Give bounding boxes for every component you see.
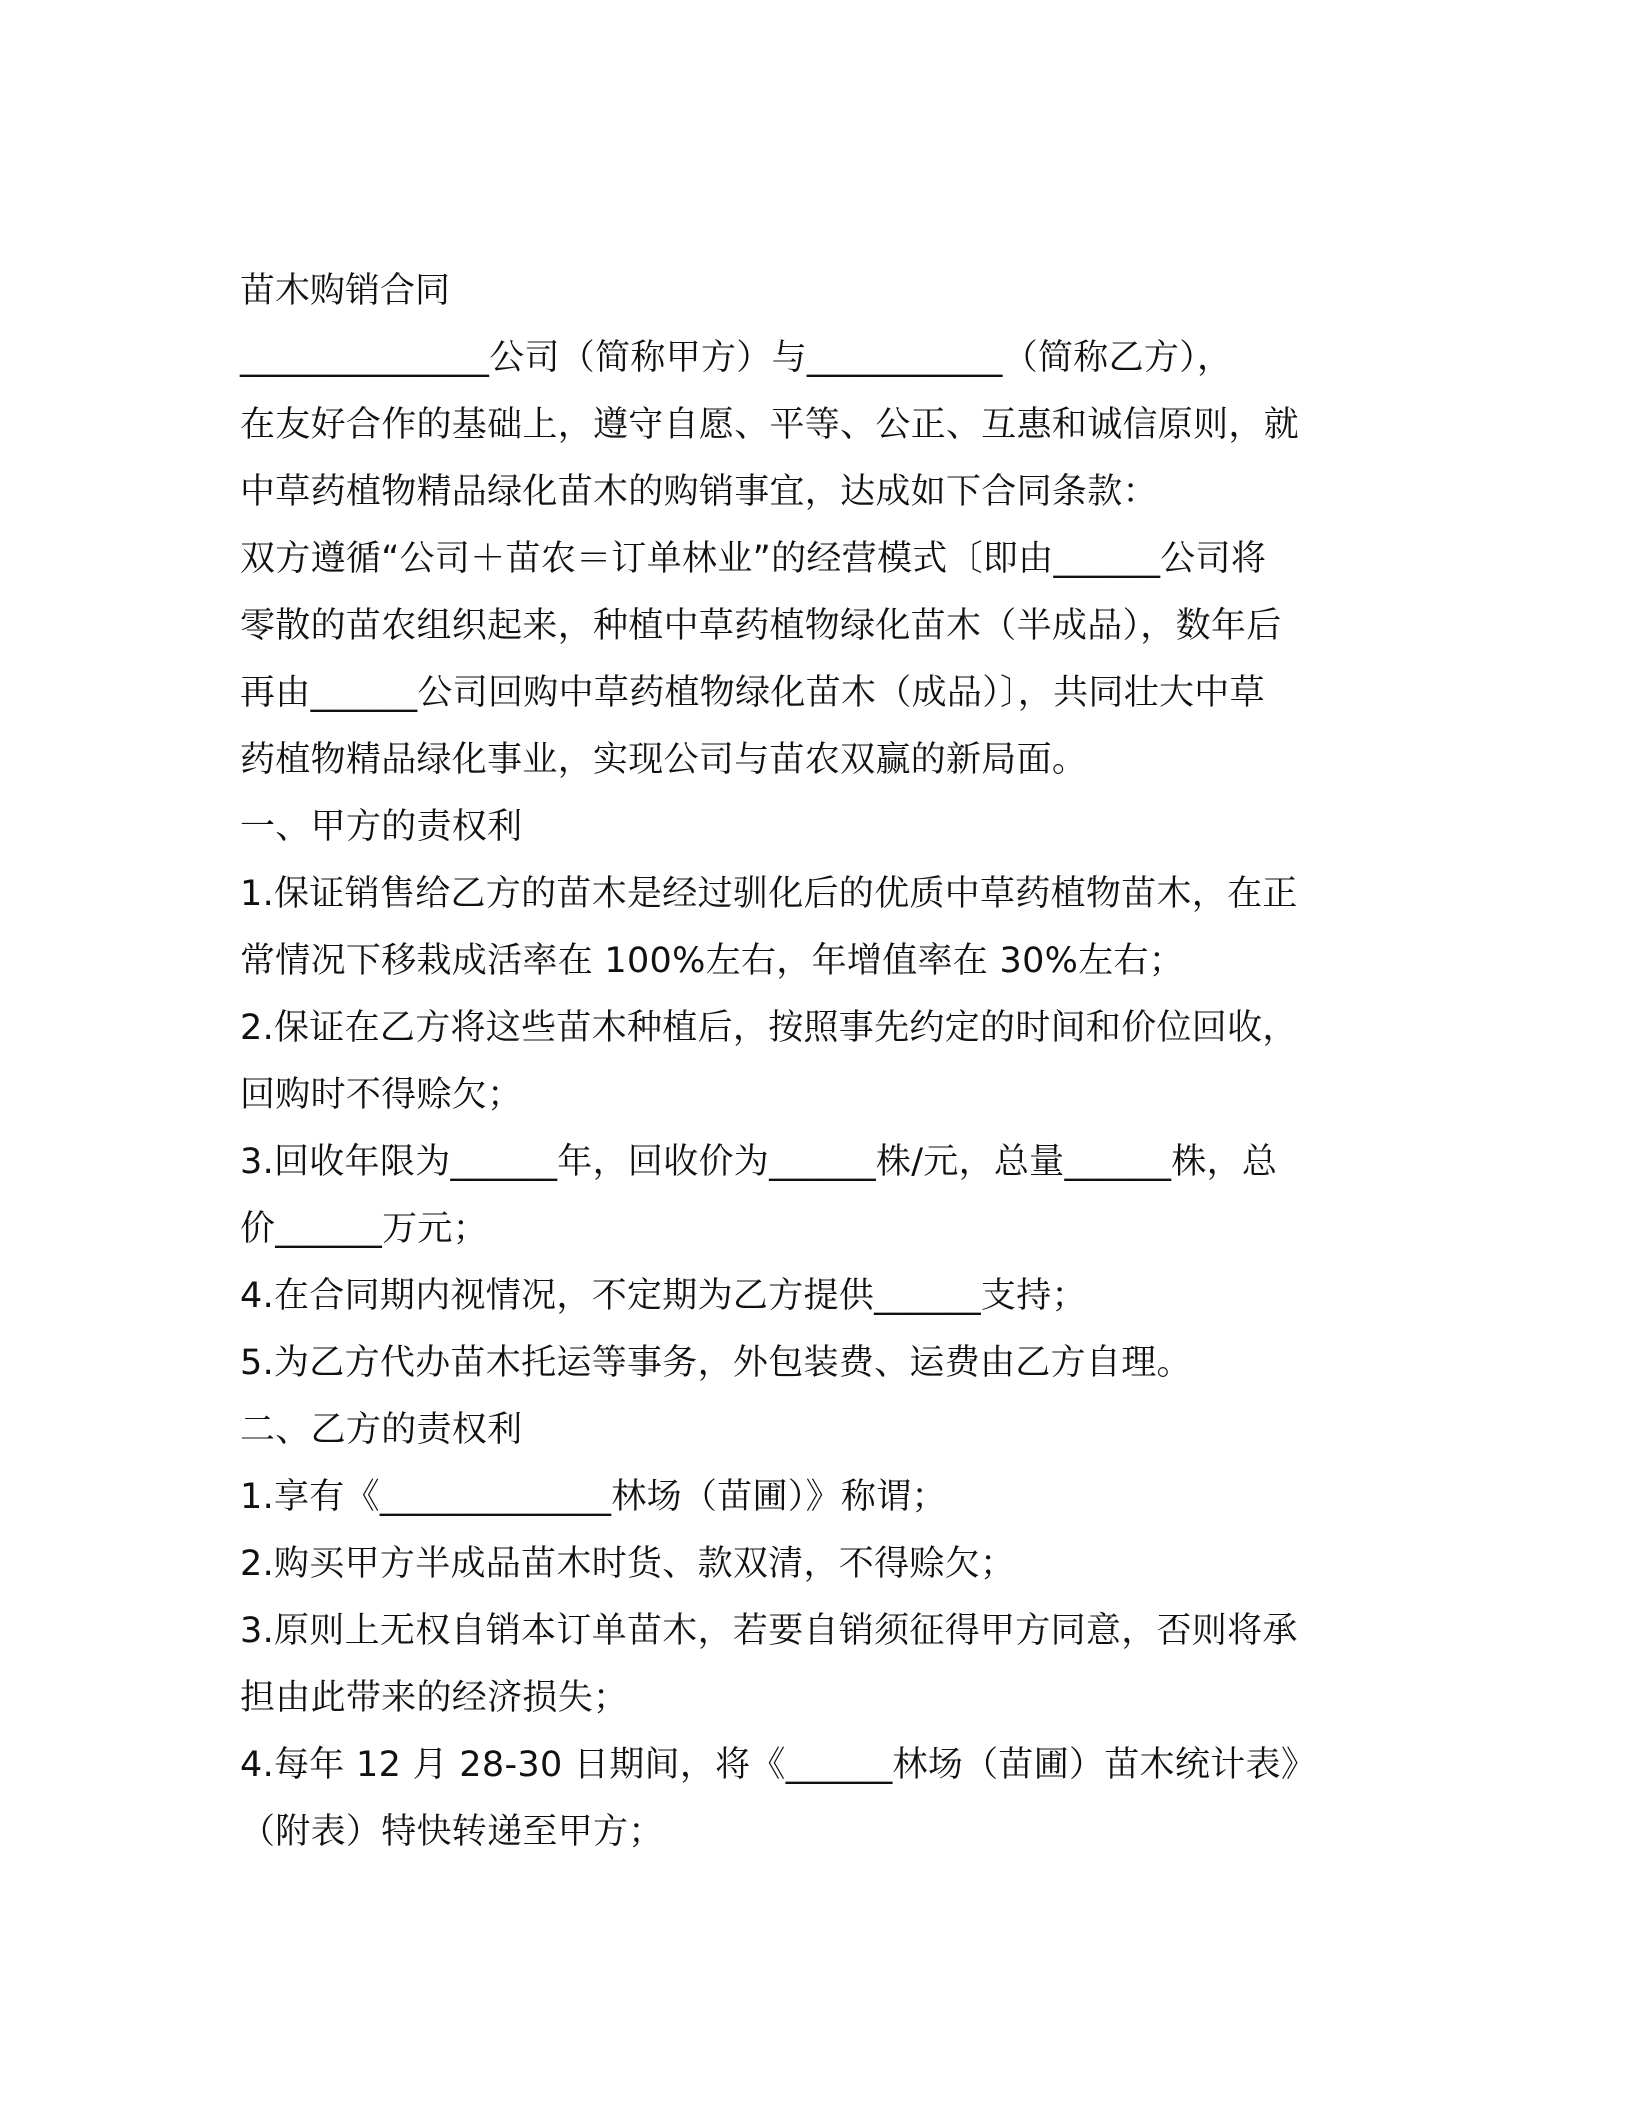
section-heading-party-b: 二、乙方的责权利 — [240, 1410, 523, 1450]
party-a-clause-1-line-1: 1.保证销售给乙方的苗木是经过驯化后的优质中草药植物苗木，在正 — [240, 874, 1298, 914]
contract-parties-line: ______________公司（简称甲方）与___________（简称乙方）， — [240, 338, 1233, 378]
section-heading-party-a: 一、甲方的责权利 — [240, 807, 523, 847]
model-line-2: 零散的苗农组织起来，种植中草药植物绿化苗木（半成品），数年后 — [240, 606, 1282, 646]
document-body — [240, 258, 1370, 1866]
party-b-clause-3-line-1: 3.原则上无权自销本订单苗木，若要自销须征得甲方同意，否则将承 — [240, 1611, 1298, 1651]
party-a-clause-3-line-2: 价______万元； — [240, 1209, 489, 1249]
party-b-clause-1: 1.享有《_____________林场（苗圃）》称谓； — [240, 1477, 947, 1517]
party-b-clause-4-line-1: 4.每年 12 月 28-30 日期间，将《______林场（苗圃）苗木统计表》 — [240, 1745, 1317, 1785]
party-b-clause-4-line-2: （附表）特快转递至甲方； — [240, 1812, 664, 1852]
party-a-clause-3-line-1: 3.回收年限为______年，回收价为______株/元，总量______株，总 — [240, 1142, 1278, 1182]
party-a-clause-2-line-2: 回购时不得赊欠； — [240, 1075, 523, 1115]
party-a-clause-2-line-1: 2.保证在乙方将这些苗木种植后，按照事先约定的时间和价位回收， — [240, 1008, 1298, 1048]
model-line-4: 药植物精品绿化事业，实现公司与苗农双赢的新局面。 — [240, 740, 1088, 780]
model-line-3: 再由______公司回购中草药植物绿化苗木（成品）〕，共同壮大中草 — [240, 673, 1265, 713]
model-line-1: 双方遵循“公司＋苗农＝订单林业”的经营模式〔即由______公司将 — [240, 539, 1267, 579]
party-b-clause-3-line-2: 担由此带来的经济损失； — [240, 1678, 629, 1718]
document-title: 苗木购销合同 — [240, 271, 451, 311]
intro-line-2: 在友好合作的基础上，遵守自愿、平等、公正、互惠和诚信原则，就 — [240, 405, 1300, 445]
party-a-clause-1-line-2: 常情况下移栽成活率在 100%左右，年增值率在 30%左右； — [240, 941, 1185, 981]
party-b-clause-2: 2.购买甲方半成品苗木时货、款双清，不得赊欠； — [240, 1544, 1016, 1584]
party-a-clause-5: 5.为乙方代办苗木托运等事务，外包装费、运费由乙方自理。 — [240, 1343, 1192, 1383]
intro-line-3: 中草药植物精品绿化苗木的购销事宜，达成如下合同条款： — [240, 472, 1158, 512]
party-a-clause-4: 4.在合同期内视情况，不定期为乙方提供______支持； — [240, 1276, 1087, 1316]
